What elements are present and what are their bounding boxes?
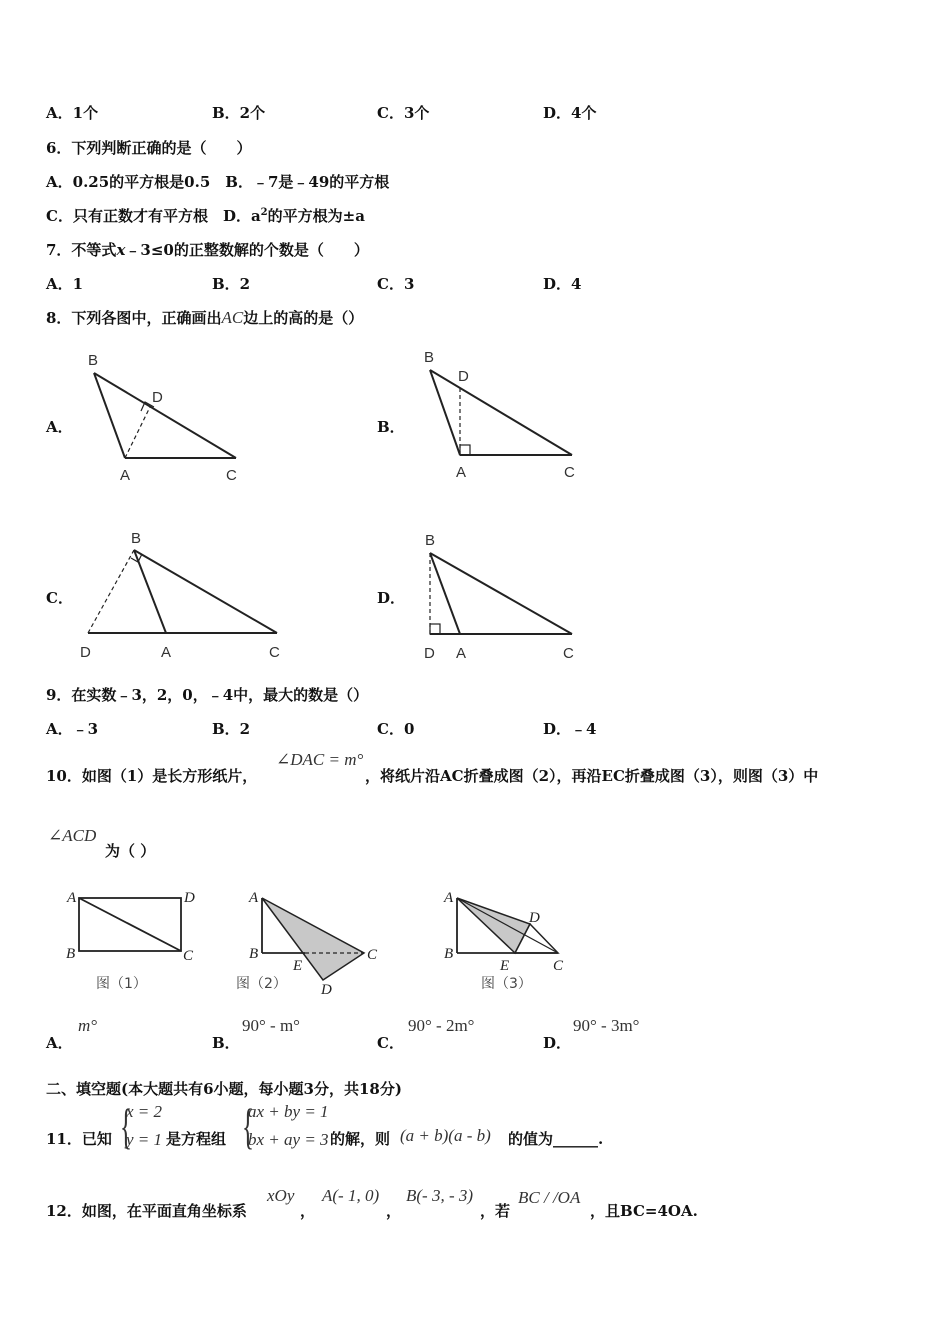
q12-comma-2: ， <box>386 1202 402 1220</box>
q12-point-b: B(- 3, - 3) <box>406 1186 474 1205</box>
q8-option-b: B． <box>377 418 405 436</box>
q11-brace-2: { <box>242 1098 254 1154</box>
q8-stem-post: 边上的高的是（） <box>243 309 364 327</box>
q6-option-d-tail: 的平方根为±a <box>267 207 365 225</box>
q8-figure-c <box>88 550 277 633</box>
q10f3-label-e: E <box>500 958 510 974</box>
q7-option-b: B．2 <box>212 275 251 293</box>
q8b-label-d: D <box>458 368 469 385</box>
q5-option-b: B．2个 <box>212 104 266 122</box>
q10-option-a-value: m° <box>78 1016 98 1035</box>
q6-superscript: 2 <box>260 207 268 218</box>
q10f1-label-c: C <box>183 948 194 964</box>
q10f1-label-d: D <box>184 890 195 906</box>
q10-figure-1 <box>79 898 181 951</box>
q10-option-b: B． <box>212 1034 240 1052</box>
q7-stem-post: ﹣3≤0的正整数解的个数是（ ） <box>125 241 369 259</box>
q8b-label-c: C <box>564 464 575 481</box>
q10f2-label-d: D <box>321 982 332 998</box>
q10f2-label-c: C <box>367 947 378 963</box>
q8a-label-d: D <box>152 389 163 406</box>
q8c-label-b: B <box>131 530 142 547</box>
q8a-label-c: C <box>226 467 237 484</box>
q8-option-c: C． <box>46 589 73 607</box>
q12-xoy: xOy <box>267 1186 295 1205</box>
q10f3-label-d: D <box>529 910 540 926</box>
q11-sys2-line1: ax + by = 1 <box>248 1102 329 1121</box>
q6-stem: 6．下列判断正确的是（ ） <box>46 139 252 157</box>
q8b-label-a: A <box>456 464 467 481</box>
q8-figure-a <box>94 373 236 458</box>
q8-variable: AC <box>221 308 244 327</box>
q10f1-label-b: B <box>66 946 76 962</box>
q8-figure-b <box>430 370 572 455</box>
q12-parallel: BC / /OA <box>518 1188 581 1207</box>
q7-option-c: C．3 <box>377 275 415 293</box>
q10f1-label-a: A <box>67 890 77 906</box>
q11-sys2-line2: bx + ay = 3 <box>248 1130 329 1149</box>
q10f3-label-c: C <box>553 958 564 974</box>
q11-pre: 11．已知 <box>46 1130 112 1148</box>
q10-option-c-value: 90° - 2m° <box>408 1016 475 1035</box>
q11-mid: 是方程组 <box>166 1130 227 1148</box>
q9-option-c: C．0 <box>377 720 415 738</box>
q12-comma-1: ， <box>300 1202 316 1220</box>
q10-option-c: C． <box>377 1034 404 1052</box>
q8-figure-d <box>430 553 572 634</box>
q10f2-label-a: A <box>249 890 259 906</box>
q10-option-a: A． <box>46 1034 73 1052</box>
q10f2-label-b: B <box>249 946 259 962</box>
q12-end: ，且BC=4OA. <box>590 1202 698 1220</box>
q9-option-a: A．﹣3 <box>46 720 99 738</box>
q7-variable: x <box>116 241 126 259</box>
q8d-label-c: C <box>563 645 574 662</box>
q6-options-ab: A．0.25的平方根是0.5 B．﹣7是﹣49的平方根 <box>46 173 390 191</box>
q10f3-label-b: B <box>444 946 454 962</box>
q10-fig2-caption: 图（2） <box>236 976 287 992</box>
q8a-label-b: B <box>88 352 99 369</box>
q10-option-d-value: 90° - 3m° <box>573 1016 640 1035</box>
q10f2-label-e: E <box>293 958 303 974</box>
q9-stem: 9．在实数﹣3，2，0，﹣4中，最大的数是（） <box>46 686 369 704</box>
q9-option-b: B．2 <box>212 720 251 738</box>
q5-option-a: A．1个 <box>46 104 99 122</box>
q10-option-b-value: 90° - m° <box>242 1016 300 1035</box>
q8-stem-pre: 8．下列各图中，正确画出 <box>46 309 222 327</box>
q10f3-label-a: A <box>444 890 454 906</box>
q12-point-a: A(- 1, 0) <box>322 1186 380 1205</box>
q11-sys1-line2: y = 1 <box>126 1130 163 1149</box>
q7-stem-pre: 7．不等式 <box>46 241 117 259</box>
q9-option-d: D．﹣4 <box>543 720 597 738</box>
q6-option-c: C．只有正数才有平方根 D．a <box>46 207 261 225</box>
q11-end: 的值为______. <box>508 1130 604 1148</box>
q7-option-d: D．4 <box>543 275 582 293</box>
q8b-label-b: B <box>424 349 435 366</box>
q8c-label-a: A <box>161 644 172 661</box>
q12-pre: 12．如图，在平面直角坐标系 <box>46 1202 247 1220</box>
q10-option-d: D． <box>543 1034 572 1052</box>
q11-sys1-line1: x = 2 <box>126 1102 163 1121</box>
q8a-label-a: A <box>120 467 131 484</box>
q11-brace-1: { <box>120 1098 132 1154</box>
q10-figures <box>0 880 600 1000</box>
q8d-label-d: D <box>424 645 435 662</box>
q8-option-d: D． <box>377 589 406 607</box>
q7-option-a: A．1 <box>46 275 84 293</box>
q10-figure-2 <box>262 898 364 980</box>
section2-heading: 二、填空题(本大题共有6小题，每小题3分，共18分) <box>46 1080 402 1098</box>
q10-stem-pre: 10．如图（1）是长方形纸片， <box>46 767 258 785</box>
q8d-label-b: B <box>425 532 436 549</box>
q10-figure-3 <box>457 898 558 953</box>
q10-fig1-caption: 图（1） <box>96 976 147 992</box>
q11-post: 的解，则 <box>330 1130 391 1148</box>
q11-expression: (a + b)(a - b) <box>400 1126 491 1145</box>
q5-option-c: C．3个 <box>377 104 430 122</box>
q8c-label-d: D <box>80 644 91 661</box>
q8d-label-a: A <box>456 645 467 662</box>
q8-option-a: A． <box>46 418 73 436</box>
q8c-label-c: C <box>269 644 280 661</box>
q12-mid: ，若 <box>480 1202 511 1220</box>
q10-stem-post: ，将纸片沿AC折叠成图（2），再沿EC折叠成图（3），则图（3）中 <box>365 767 819 785</box>
q10-angle-acd: ∠ACD <box>48 826 97 845</box>
q10-angle-dac: ∠DAC = m° <box>276 750 364 769</box>
q10-stem-end: 为（ ） <box>105 842 156 860</box>
q5-option-d: D．4个 <box>543 104 597 122</box>
q10-fig3-caption: 图（3） <box>481 976 532 992</box>
